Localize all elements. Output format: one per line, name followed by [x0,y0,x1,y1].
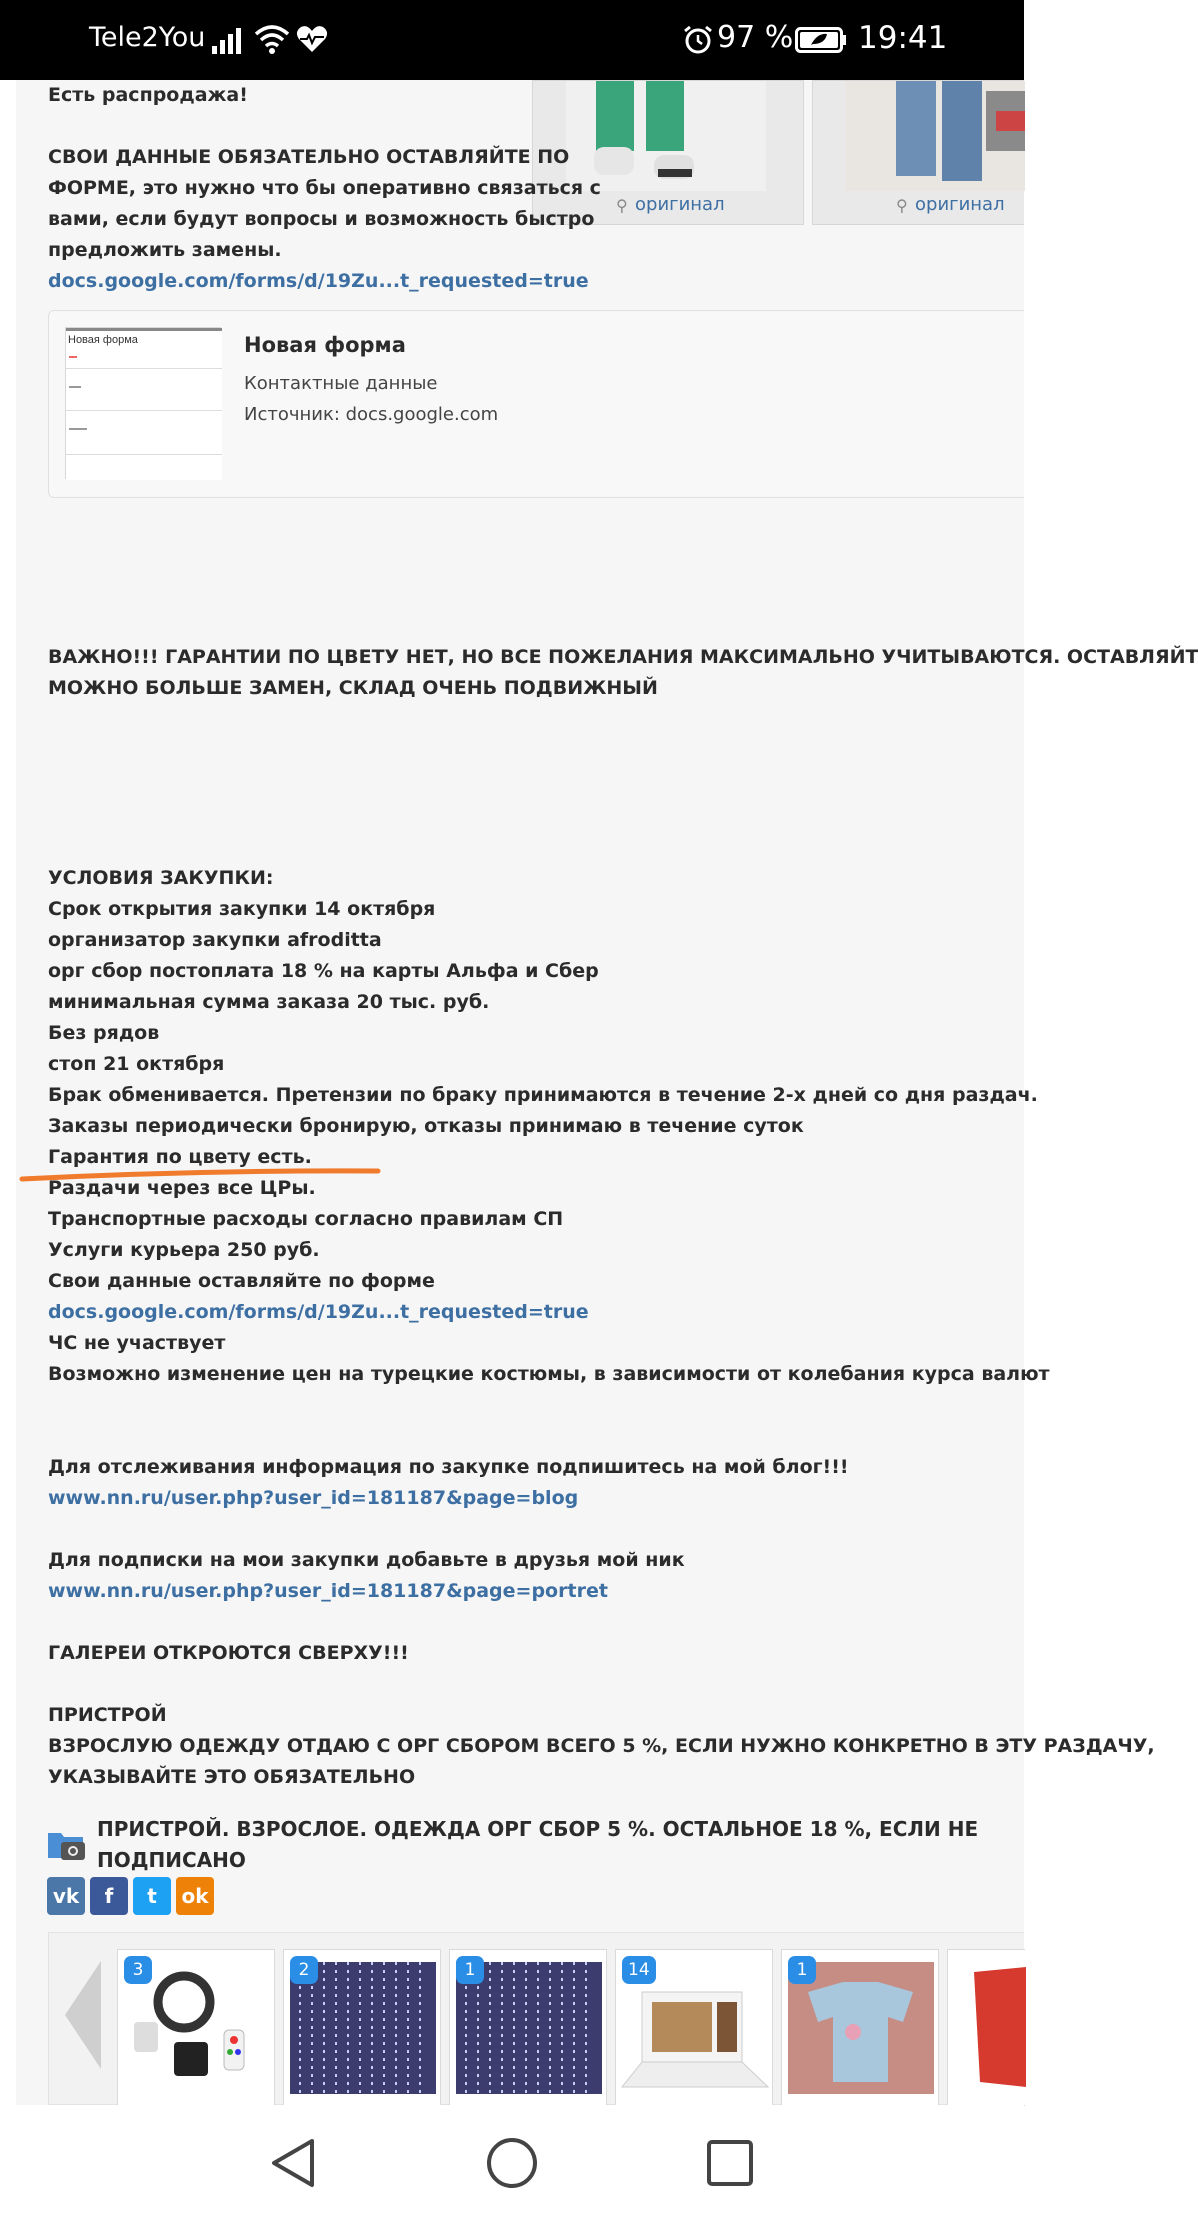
home-icon[interactable] [484,2135,540,2191]
signal-icon [212,26,246,54]
original-link[interactable]: оригинал [915,194,1005,215]
photo-card[interactable] [812,80,1024,225]
conditions-line: ЧС не участвует [48,1332,226,1354]
navigation-bar [0,2105,1024,2218]
conditions-line: Возможно изменение цен на турецкие костюмы, в зависимости от колебания курса валют [48,1363,1050,1385]
photo-count-badge: 2 [290,1956,318,1984]
photo-count-badge: 3 [124,1956,152,1984]
thumb-image [954,1962,1026,2094]
conditions-line: УСЛОВИЯ ЗАКУПКИ: [48,867,274,889]
thumb-form-title: Новая форма [68,334,138,346]
preview-title: Новая форма [244,333,406,357]
web-page[interactable] [0,80,1198,2105]
conditions-line: Срок открытия закупки 14 октября [48,898,436,920]
status-bar [0,0,1024,80]
photo-count-badge: 14 [622,1956,656,1984]
gallery-prev-arrow-icon[interactable] [65,1961,101,2069]
conditions-line: Без рядов [48,1022,160,1044]
blog-note: Для отслеживания информация по закупке подпишитесь на мой блог!!! [48,1456,849,1478]
twitter-share-icon[interactable]: t [133,1877,171,1915]
album-title-line[interactable]: ПРИСТРОЙ. ВЗРОСЛОЕ. ОДЕЖДА ОРГ СБОР 5 %. ОСТАЛЬНОЕ 18 %, ЕСЛИ НЕ [97,1817,979,1841]
battery-icon [795,27,847,53]
pristroy-line: УКАЗЫВАЙТЕ ЭТО ОБЯЗАТЕЛЬНО [48,1766,416,1788]
battery-percent: 97 % [717,20,794,55]
galleries-note: ГАЛЕРЕИ ОТКРОЮТСЯ СВЕРХУ!!! [48,1642,409,1664]
google-form-link[interactable]: docs.google.com/forms/d/19Zu...t_requested=true [48,1301,589,1323]
photo-album-icon [47,1828,87,1862]
conditions-line: Заказы периодически бронирую, отказы принимаю в течение суток [48,1115,804,1137]
alarm-icon [682,24,714,56]
pristroy-line: ВЗРОСЛУЮ ОДЕЖДУ ОТДАЮ С ОРГ СБОРОМ ВСЕГО 5 %, ЕСЛИ НУЖНО КОНКРЕТНО В ЭТУ РАЗДАЧУ, [48,1735,1155,1757]
conditions-line: орг сбор постоплата 18 % на карты Альфа и Сбер [48,960,599,982]
product-photo-image [846,81,1025,191]
album-title-line[interactable]: ПОДПИСАНО [97,1848,246,1872]
form-note-line: ФОРМЕ, это нужно что бы оперативно связаться с [48,177,601,199]
conditions-line: организатор закупки afroditta [48,929,382,951]
gallery-thumb[interactable] [117,1949,275,2106]
conditions-line: Услуги курьера 250 руб. [48,1239,320,1261]
important-line: МОЖНО БОЛЬШЕ ЗАМЕН, СКЛАД ОЧЕНЬ ПОДВИЖНЫЙ [48,677,658,699]
important-line: ВАЖНО!!! ГАРАНТИИ ПО ЦВЕТУ НЕТ, НО ВСЕ ПОЖЕЛАНИЯ МАКСИМАЛЬНО УЧИТЫВАЮТСЯ. ОСТАВЛЯЙТ [48,646,1198,668]
form-note-line: предложить замены. [48,239,282,261]
carrier-name: Tele2You [89,22,206,53]
blog-link[interactable]: www.nn.ru/user.php?user_id=181187&page=blog [48,1487,579,1509]
conditions-line: стоп 21 октября [48,1053,225,1075]
odnoklassniki-share-icon[interactable]: ok [176,1877,214,1915]
photo-count-badge: 1 [456,1956,484,1984]
clock-time: 19:41 [858,20,948,56]
wifi-icon [254,22,290,56]
pristroy-line: ПРИСТРОЙ [48,1704,167,1726]
conditions-line: Гарантия по цвету есть. [48,1146,312,1168]
conditions-line: Брак обменивается. Претензии по браку принимаются в течение 2-х дней со дня раздач. [48,1084,1038,1106]
original-link[interactable]: оригинал [635,194,725,215]
profile-link[interactable]: www.nn.ru/user.php?user_id=181187&page=portret [48,1580,608,1602]
vk-share-icon[interactable]: vk [47,1877,85,1915]
subscribe-note: Для подписки на мои закупки добавьте в друзья мой ник [48,1549,685,1571]
conditions-line: Транспортные расходы согласно правилам СП [48,1208,564,1230]
conditions-line: Раздачи через все ЦРы. [48,1177,316,1199]
album-gallery[interactable] [48,1932,1024,2105]
magnifier-icon: ⚲ [896,198,908,215]
recents-icon[interactable] [702,2135,758,2191]
gallery-thumb[interactable] [615,1949,773,2106]
magnifier-icon: ⚲ [616,198,628,215]
preview-description: Контактные данные [244,373,438,394]
link-preview-card[interactable] [48,310,1024,498]
gallery-thumb[interactable] [781,1949,939,2106]
form-note-line: вами, если будут вопросы и возможность быстро [48,208,595,230]
gallery-thumb[interactable] [947,1949,1025,2106]
gallery-thumb[interactable] [449,1949,607,2106]
facebook-share-icon[interactable]: f [90,1877,128,1915]
back-icon[interactable] [266,2135,322,2191]
sale-note: Есть распродажа! [48,84,248,106]
conditions-line: минимальная сумма заказа 20 тыс. руб. [48,991,490,1013]
gallery-thumb[interactable] [283,1949,441,2106]
orange-annotation-stroke [20,1168,380,1182]
photo-count-badge: 1 [788,1956,816,1984]
preview-source: Источник: docs.google.com [244,404,499,425]
product-photo[interactable] [846,81,1025,191]
heart-icon [296,24,328,54]
conditions-line: Свои данные оставляйте по форме [48,1270,435,1292]
google-form-link[interactable]: docs.google.com/forms/d/19Zu...t_requested=true [48,270,589,292]
form-note-line: СВОИ ДАННЫЕ ОБЯЗАТЕЛЬНО ОСТАВЛЯЙТЕ ПО [48,146,570,168]
preview-thumbnail[interactable] [65,327,221,479]
form-thumbnail-image [66,328,222,480]
